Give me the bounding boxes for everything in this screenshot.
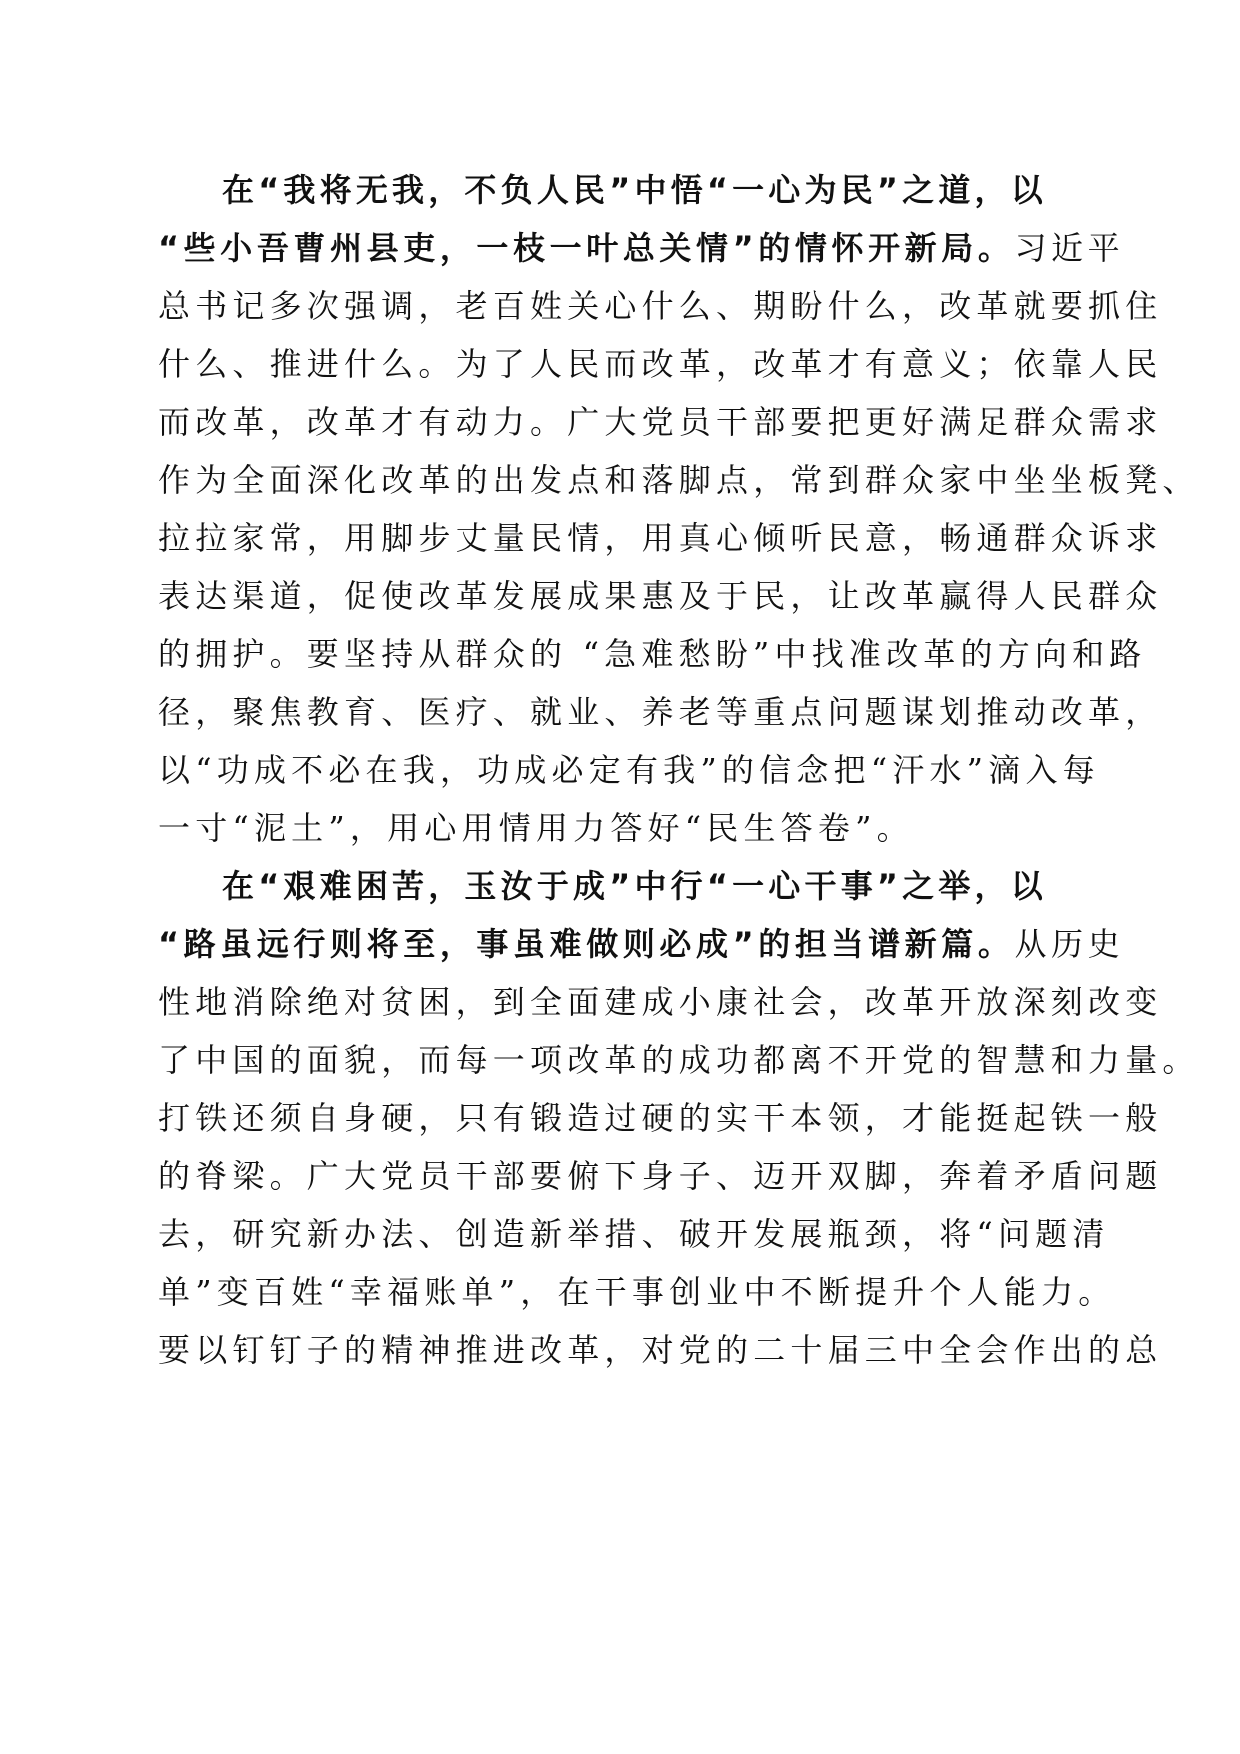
paragraph-1-line-4: 什么、推进什么。为了人民而改革，改革才有意义；依靠人民 xyxy=(158,345,1163,383)
paragraph-1-line-6: 作为全面深化改革的出发点和落脚点，常到群众家中坐坐板凳、 xyxy=(158,461,1200,499)
paragraph-2-line-3: 性地消除绝对贫困，到全面建成小康社会，改革开放深刻改变 xyxy=(158,983,1163,1021)
paragraph-1-line-8: 表达渠道，促使改革发展成果惠及于民，让改革赢得人民群众 xyxy=(158,577,1163,615)
paragraph-1-line-2-body: 习近平 xyxy=(1014,229,1125,267)
paragraph-2-line-6: 的脊梁。广大党员干部要俯下身子、迈开双脚，奔着矛盾问题 xyxy=(158,1157,1163,1195)
paragraph-1-line-11: 以“功成不必在我，功成必定有我”的信念把“汗水”滴入每 xyxy=(158,751,1100,789)
paragraph-1-line-2 xyxy=(158,218,1124,278)
paragraph-2-heading-line-2: “路虽远行则将至，事虽难做则必成”的担当谱新篇。 xyxy=(158,925,1015,963)
paragraph-2-line-8: 单”变百姓“幸福账单”，在干事创业中不断提升个人能力。 xyxy=(158,1273,1116,1311)
paragraph-2-line-4: 了中国的面貌，而每一项改革的成功都离不开党的智慧和力量。 xyxy=(158,1041,1200,1079)
paragraph-1-line-3: 总书记多次强调，老百姓关心什么、期盼什么，改革就要抓住 xyxy=(158,287,1163,325)
paragraph-2-line-9: 要以钉钉子的精神推进改革，对党的二十届三中全会作出的总 xyxy=(158,1331,1163,1369)
paragraph-2-line-2-body: 从历史 xyxy=(1014,925,1125,963)
paragraph-1-line-10: 径，聚焦教育、医疗、就业、养老等重点问题谋划推动改革， xyxy=(158,693,1163,731)
paragraph-2-heading-line-1: 在“艰难困苦，玉汝于成”中行“一心干事”之举，以 xyxy=(222,867,1047,905)
paragraph-2-line-2 xyxy=(158,914,1124,974)
paragraph-1-heading-line-1: 在“我将无我，不负人民”中悟“一心为民”之道，以 xyxy=(222,171,1047,209)
paragraph-1-line-7: 拉拉家常，用脚步丈量民情，用真心倾听民意，畅通群众诉求 xyxy=(158,519,1163,557)
paragraph-2-line-7: 去，研究新办法、创造新举措、破开发展瓶颈，将“问题清 xyxy=(158,1215,1110,1253)
paragraph-2-line-5: 打铁还须自身硬，只有锻造过硬的实干本领，才能挺起铁一般 xyxy=(158,1099,1163,1137)
paragraph-1-heading-line-2: “些小吾曹州县吏，一枝一叶总关情”的情怀开新局。 xyxy=(158,229,1015,267)
paragraph-1-line-12: 一寸“泥土”，用心用情用力答好“民生答卷”。 xyxy=(158,809,914,847)
paragraph-1-line-5: 而改革，改革才有动力。广大党员干部要把更好满足群众需求 xyxy=(158,403,1163,441)
paragraph-1-line-9: 的拥护。要坚持从群众的 “急难愁盼”中找准改革的方向和路 xyxy=(158,635,1147,673)
